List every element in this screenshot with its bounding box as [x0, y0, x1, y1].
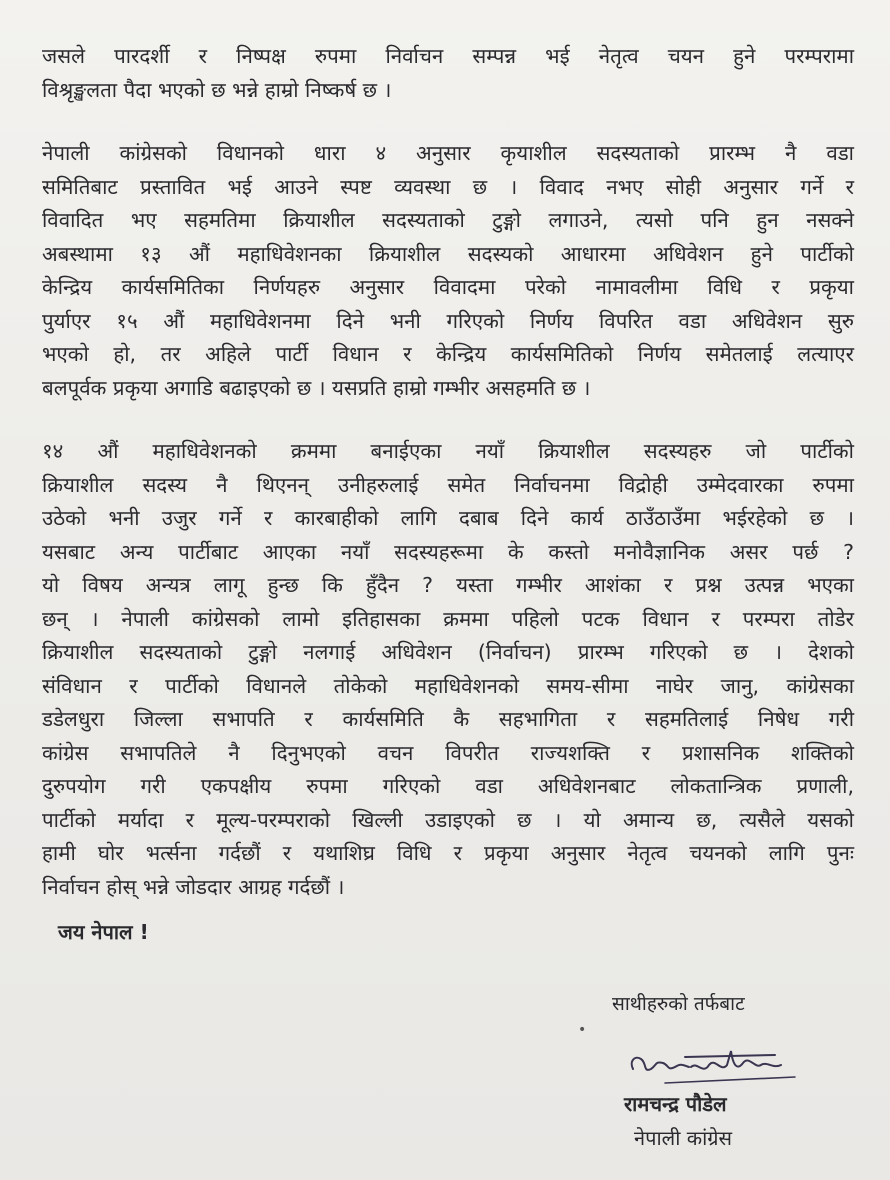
text-line: निर्वाचन होस् भन्ने जोडदार आग्रह गर्दछौं ।: [42, 874, 345, 899]
text-line: क्रियाशील सदस्यताको टुङ्गो नलगाई अधिवेशन (निर्वाचन) प्रारम्भ गरिएको छ । देशको: [42, 640, 854, 664]
text-line: केन्द्रिय कार्यसमितिका निर्णयहरु अनुसार विवादमा परेको नामावलीमा विधि र प्रकृया: [42, 275, 854, 299]
text-line: डडेलधुरा जिल्ला सभापति र कार्यसमिति कै सहभागिता र सहमतिलाई निषेध गरी: [42, 707, 854, 731]
signatory-name: रामचन्द्र पौडेल: [624, 1092, 727, 1116]
ink-dot: •: [578, 1022, 587, 1038]
text-line: छन् । नेपाली कांग्रेसको लामो इतिहासका क्रममा पहिलो पटक विधान र परम्परा तोडेर: [42, 606, 854, 631]
text-line: कांग्रेस सभापतिले नै दिनुभएको वचन विपरीत राज्यशक्ति र प्रशासनिक शक्तिको: [42, 740, 854, 765]
paragraph-3: [42, 435, 854, 904]
from-line: साथीहरुको तर्फबाट: [612, 993, 745, 1015]
text-line: जसले पारदर्शी र निष्पक्ष रुपमा निर्वाचन सम्पन्न भई नेतृत्व चयन हुने परम्परामा: [42, 44, 854, 68]
text-line: उठेको भनी उजुर गर्ने र कारबाहीको लागि दबाब दिने कार्य ठाउँठाउँमा भईरहेको छ ।: [42, 506, 854, 530]
signatory-organization: नेपाली कांग्रेस: [634, 1126, 733, 1150]
text-line: १४ औं महाधिवेशनको क्रममा बनाईएका नयाँ क्रियाशील सदस्यहरु जो पार्टीको: [42, 439, 854, 463]
text-line: यो विषय अन्यत्र लागू हुन्छ कि हुँदैन ? यस्ता गम्भीर आशंका र प्रश्न उत्पन्न भएका: [42, 573, 854, 597]
text-line: पार्टीको मर्यादा र मूल्य-परम्पराको खिल्ली उडाइएको छ । यो अमान्य छ, त्यसैले यसको: [42, 807, 854, 832]
closing-salutation: जय नेपाल !: [58, 920, 149, 944]
text-line: भएको हो, तर अहिले पार्टी विधान र केन्द्रिय कार्यसमितिको निर्णय समेतलाई लत्याएर: [42, 342, 854, 366]
text-line: क्रियाशील सदस्य नै थिएनन् उनीहरुलाई समेत निर्वाचनमा विद्रोही उम्मेदवारका रुपमा: [42, 472, 854, 497]
text-line: समितिबाट प्रस्तावित भई आउने स्पष्ट व्यवस्था छ । विवाद नभए सोही अनुसार गर्ने र: [42, 174, 854, 199]
text-line: बलपूर्वक प्रकृया अगाडि बढाइएको छ । यसप्रति हाम्रो गम्भीर असहमति छ ।: [42, 375, 591, 400]
text-line: हामी घोर भर्त्सना गर्दछौं र यथाशिघ्र विधि र प्रकृया अनुसार नेतृत्व चयनको लागि पुनः: [42, 841, 854, 865]
text-line: नेपाली कांग्रेसको विधानको धारा ४ अनुसार कृयाशील सदस्यताको प्रारम्भ नै वडा: [42, 141, 854, 165]
text-line: विवादित भए सहमतिमा क्रियाशील सदस्यताको टुङ्गो लगाउने, त्यसो पनि हुन नसक्ने: [42, 208, 854, 232]
text-line: संविधान र पार्टीको विधानले तोकेको महाधिवेशनको समय-सीमा नाघेर जानु, कांग्रेसका: [42, 673, 854, 698]
text-line: अबस्थामा १३ औं महाधिवेशनका क्रियाशील सदस्यको आधारमा अधिवेशन हुने पार्टीको: [42, 241, 854, 266]
text-line: दुरुपयोग गरी एकपक्षीय रुपमा गरिएको वडा अधिवेशनबाट लोकतान्त्रिक प्रणाली,: [42, 774, 854, 798]
paragraph-1: [42, 40, 854, 107]
text-line: विश्रृङ्खलता पैदा भएको छ भन्ने हाम्रो निष्कर्ष छ ।: [42, 77, 392, 102]
paragraph-2: [42, 137, 854, 405]
text-line: यसबाट अन्य पार्टीबाट आएका नयाँ सदस्यहरूमा के कस्तो मनोवैज्ञानिक असर पर्छ ?: [42, 539, 854, 564]
handwritten-signature: [625, 1035, 800, 1093]
text-line: पुर्याएर १५ औं महाधिवेशनमा दिने भनी गरिएको निर्णय विपरित वडा अधिवेशन सुरु: [42, 308, 854, 333]
